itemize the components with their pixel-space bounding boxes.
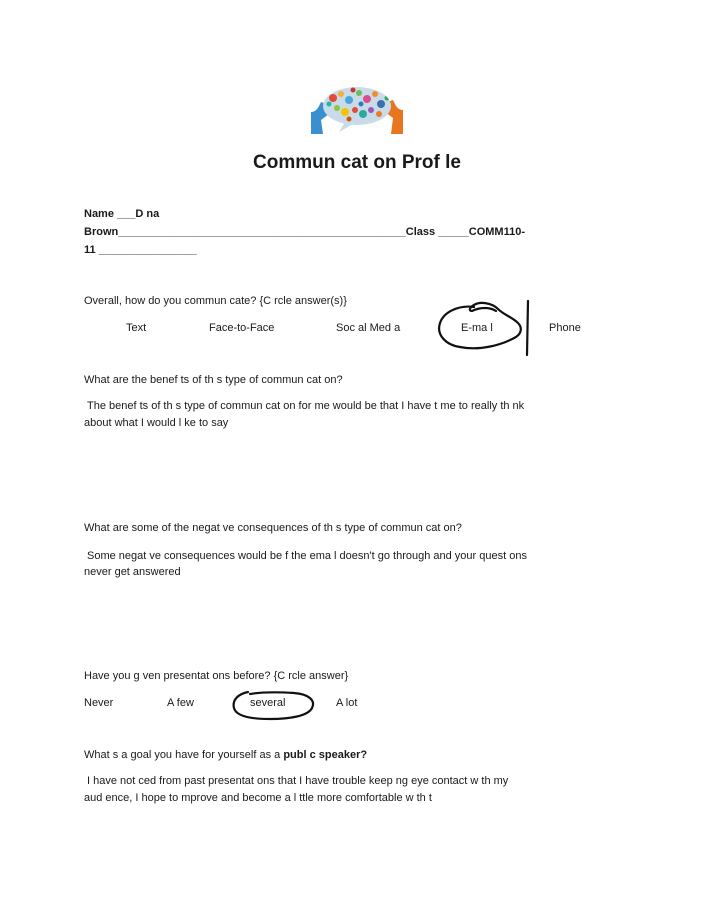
- q2-answer-line1: The benef ts of th s type of commun cat on for me would be that I have t me to really th nk: [87, 400, 525, 412]
- q1-option-email: E-ma l: [461, 322, 493, 334]
- q5-question: [84, 749, 367, 761]
- q4-question: Have you g ven presentat ons before? {C rcle answer}: [84, 670, 349, 682]
- q4-option-never: Never: [84, 697, 114, 709]
- q1-option-face-to-face: Face-to-Face: [209, 322, 275, 334]
- q5-question-bold: publ c speaker?: [283, 749, 368, 761]
- q5-question-prefix: What s a goal you have for yourself as a: [84, 749, 284, 761]
- email-handdrawn-circle: [430, 295, 540, 360]
- q4-option-a-lot: A lot: [336, 697, 358, 709]
- q3-answer-line2: never get answered: [84, 566, 181, 578]
- speech-bubble-logo: [309, 84, 405, 136]
- q1-option-phone: Phone: [549, 322, 581, 334]
- q2-question: What are the benef ts of th s type of commun cat on?: [84, 374, 343, 386]
- page-title: Commun cat on Prof le: [253, 152, 461, 173]
- q2-answer-line2: about what I would l ke to say: [84, 417, 229, 429]
- q5-answer-line1: I have not ced from past presentat ons that I have trouble keep ng eye contact w th my: [87, 775, 509, 787]
- q1-question: Overall, how do you commun cate? {C rcle answer(s)}: [84, 295, 347, 307]
- q1-option-text: Text: [126, 322, 147, 334]
- q4-option-a-few: A few: [167, 697, 194, 709]
- q3-answer-line1: Some negat ve consequences would be f the ema l doesn't go through and your quest ons: [87, 550, 527, 562]
- name-class-line: Brown_______________________________________________Class _____COMM110-: [84, 226, 525, 238]
- q4-option-several: several: [250, 697, 286, 709]
- q1-option-social-media: Soc al Med a: [336, 322, 401, 334]
- name-line: Name ___D na: [84, 208, 160, 220]
- several-handdrawn-circle: [228, 688, 320, 722]
- section-line: 11 ________________: [84, 244, 197, 256]
- q3-question: What are some of the negat ve consequences of th s type of commun cat on?: [84, 522, 462, 534]
- q5-answer-line2: aud ence, I hope to mprove and become a l ttle more comfortable w th t: [84, 792, 432, 804]
